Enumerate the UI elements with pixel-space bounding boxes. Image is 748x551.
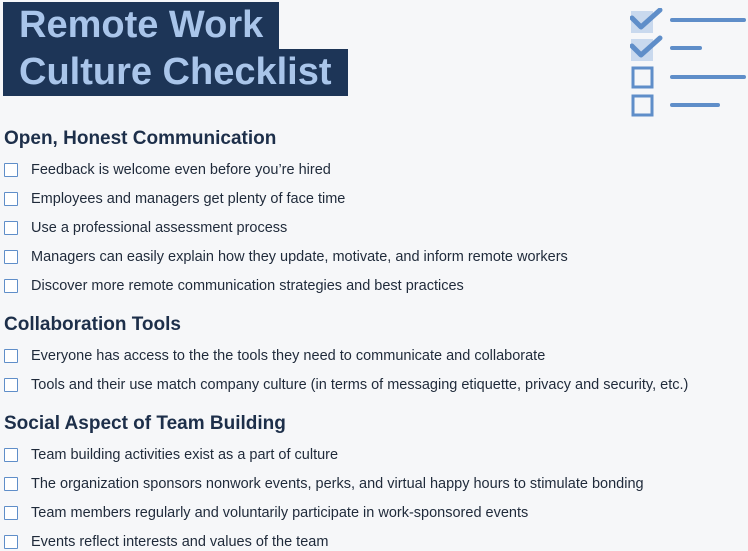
- checkbox[interactable]: [4, 192, 18, 206]
- checklist-box-3: [633, 68, 652, 87]
- checklist-item-label: Tools and their use match company culture (in terms of messaging etiquette, privacy and security, etc.): [31, 377, 689, 393]
- checkbox[interactable]: [4, 221, 18, 235]
- checkbox[interactable]: [4, 448, 18, 462]
- checklist-item[interactable]: [4, 191, 345, 207]
- checklist-line-1: [670, 18, 746, 22]
- checklist-item[interactable]: [4, 505, 528, 521]
- checklist-item[interactable]: [4, 278, 464, 294]
- checkbox[interactable]: [4, 250, 18, 264]
- checklist-item-label: The organization sponsors nonwork events, perks, and virtual happy hours to stimulate bonding: [31, 476, 644, 492]
- checkbox[interactable]: [4, 279, 18, 293]
- checklist-item[interactable]: [4, 447, 338, 463]
- checklist-item-label: Employees and managers get plenty of face time: [31, 191, 346, 207]
- checklist-item[interactable]: [4, 534, 328, 550]
- checklist-item-label: Team building activities exist as a part of culture: [31, 447, 339, 463]
- checkbox[interactable]: [4, 349, 18, 363]
- checkbox[interactable]: [4, 506, 18, 520]
- checkbox[interactable]: [4, 163, 18, 177]
- checklist-line-2: [670, 46, 702, 50]
- checklist-item-label: Discover more remote communication strategies and best practices: [31, 278, 464, 294]
- checklist-item-label: Team members regularly and voluntarily participate in work-sponsored events: [31, 505, 529, 521]
- page-title: [3, 2, 348, 96]
- checklist-item[interactable]: [4, 249, 568, 265]
- checklist-item[interactable]: [4, 162, 331, 178]
- section-heading-collaboration-tools: Collaboration Tools: [4, 314, 181, 335]
- checklist-icon: [630, 8, 748, 120]
- title-line-2: Culture Checklist: [3, 49, 348, 96]
- checklist-item-label: Events reflect interests and values of the team: [31, 534, 329, 550]
- checklist-line-3: [670, 75, 746, 79]
- checklist-item[interactable]: [4, 220, 287, 236]
- checklist-line-4: [670, 103, 720, 107]
- checklist-item-label: Managers can easily explain how they update, motivate, and inform remote workers: [31, 249, 568, 265]
- checkbox[interactable]: [4, 477, 18, 491]
- checklist-item[interactable]: [4, 377, 688, 393]
- checklist-box-4: [633, 96, 652, 115]
- section-heading-communication: Open, Honest Communication: [4, 128, 277, 149]
- checklist-item-label: Use a professional assessment process: [31, 220, 288, 236]
- checklist-item[interactable]: [4, 348, 545, 364]
- checkbox[interactable]: [4, 378, 18, 392]
- checklist-item-label: Feedback is welcome even before you’re hired: [31, 162, 331, 178]
- checklist-item-label: Everyone has access to the the tools they need to communicate and collaborate: [31, 348, 546, 364]
- checklist-item[interactable]: [4, 476, 644, 492]
- checkbox[interactable]: [4, 535, 18, 549]
- title-line-1: Remote Work: [3, 2, 279, 49]
- section-heading-team-building: Social Aspect of Team Building: [4, 413, 286, 434]
